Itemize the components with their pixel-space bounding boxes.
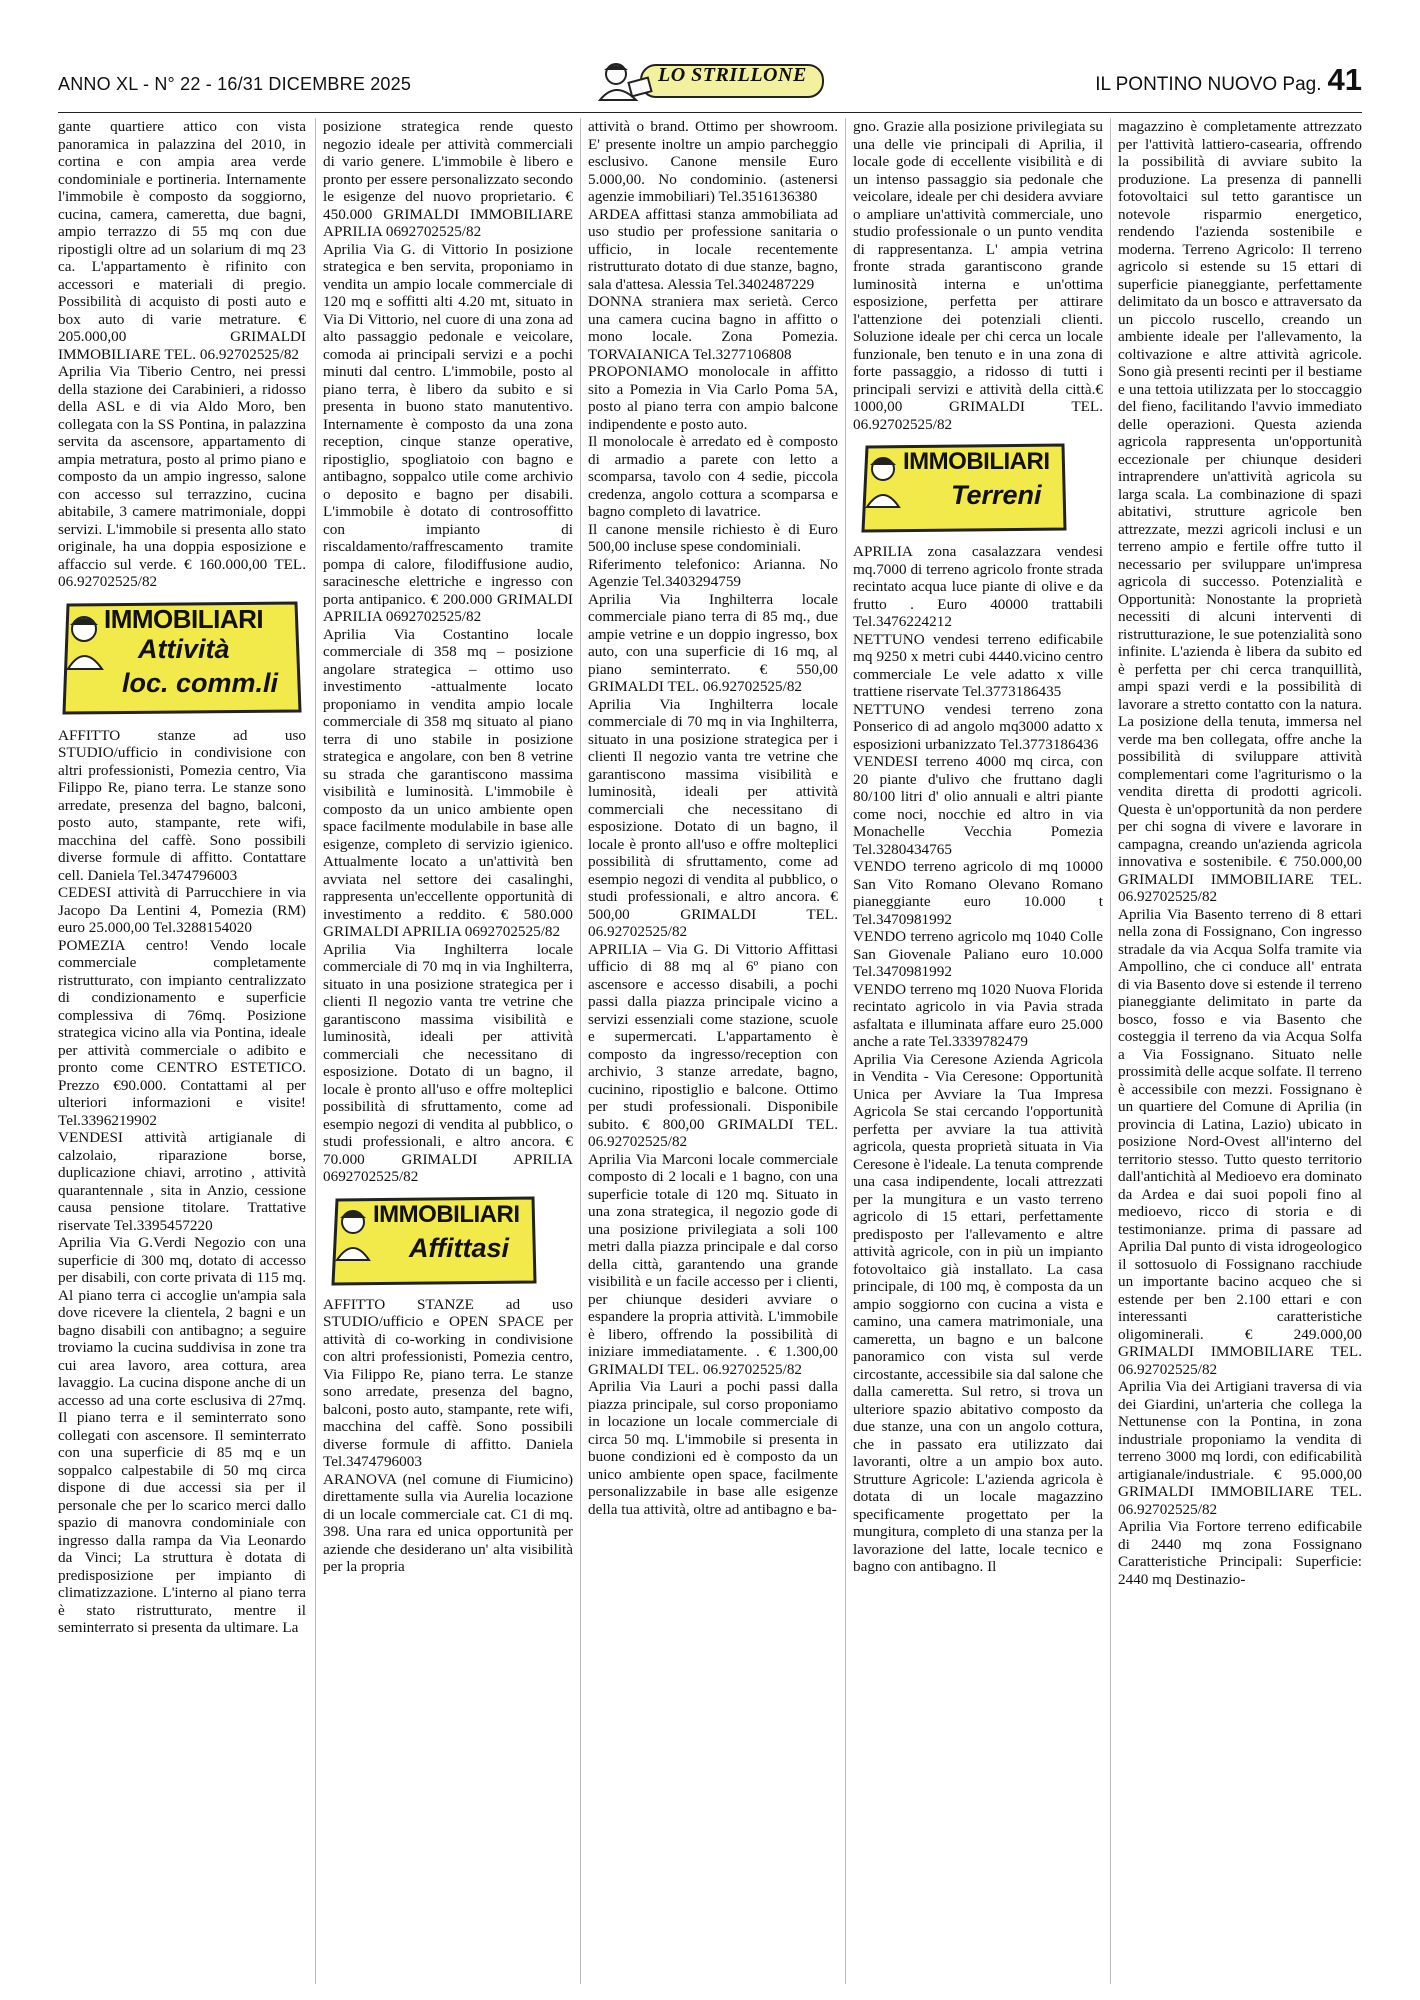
ad-text: Riferimento telefonico: Arianna. No Agenzie Tel.3403294759: [588, 555, 838, 590]
column-divider: [315, 118, 316, 1984]
ad-text: posizione strategica rende questo negozio ideale per attività commerciali di vario genere. L'immobile è libero e pronto per essere personalizzato secondo le esigenze del nuovo proprietario. € 450.000 GRIMALDI IMMOBILIARE APRILIA 0692702525/82: [323, 118, 573, 240]
ad-text: Aprilia Via Fortore terreno edificabile di 2440 mq zona Fossignano Caratteristiche Principali: Superficie: 2440 mq Destinazio-: [1118, 1518, 1362, 1588]
banner-subtitle-2: loc. comm.li: [122, 667, 279, 698]
ad-text: Aprilia Via Marconi locale commerciale composto di 2 locali e 1 bagno, con una superficie totale di 120 mq. Situato in una zona strategica, il negozio gode di una posizione privilegiata a soli 100 metri dalla piazza principale e dal corso della città, garantendo una grande visibilità e un facile accesso per i clienti, per chiunque desideri avviare o espandere la propria attività. L'immobile è libero, offrendo la possibilità di iniziare immediatamente. . € 1.300,00 GRIMALDI TEL. 06.92702525/82: [588, 1150, 838, 1378]
ad-text: POMEZIA centro! Vendo locale commerciale completamente ristrutturato, con impianto centralizzato di condizionamento e superficie complessiva di 76mq. Posizione strategica vicino alla via Pontina, ideale per attività commerciale o adibito e pronto come CENTRO ESTETICO. Prezzo €90.000. Contattami al per ulteriori informazioni e visite! Tel.3396219902: [58, 936, 306, 1129]
ad-text: APRILIA – Via G. Di Vittorio Affittasi ufficio di 88 mq al 6º piano con ascensore e accesso disabili, a pochi passi dalla piazza principale vicino a servizi essenziali come stazione, scuole e supermercati. L'appartamento è composto da ingresso/reception con archivio, 3 stanze arredate, bagno, cucinino, ripostiglio e balcone. Ottimo per studi professionali. Disponibile subito. € 800,00 GRIMALDI TEL. 06.92702525/82: [588, 940, 838, 1150]
ad-text: Aprilia Via dei Artigiani traversa di via dei Giardini, un'arteria che collega la Nettunense con la Pontina, in zona industriale proponiamo la vendita di terreno 3000 mq lordi, con edificabilità artigianale/industriale. € 95.000,00 GRIMALDI IMMOBILIARE TEL. 06.92702525/82: [1118, 1378, 1362, 1518]
ad-text: Aprilia Via Inghilterra locale commerciale piano terra di 85 mq., due ampie vetrine e un doppio ingresso, box auto, con una superficie di 16 mq, al piano seminterrato. € 550,00 GRIMALDI TEL. 06.92702525/82: [588, 590, 838, 695]
column-divider: [1110, 118, 1111, 1984]
ad-text: Aprilia Via G. di Vittorio In posizione strategica e ben servita, proponiamo in vendita un ampio locale commerciale di 120 mq e soffitti alti 4.20 mt, situato in Via Di Vittorio, nel cuore di una zona ad alto passaggio pedonale e veicolare, comoda ai principali servizi e a pochi minuti dal centro. L'immobile, posto al piano terra, è libero da subito e si presenta in buono stato manutentivo. Internamente è composto da una zona reception, cinque stanze operative, ripostiglio, spogliatoio con bagno e antibagno, soppalco utile come archivio o deposito e bagno per disabili. L'immobile è dotato di controsoffitto con impianto di riscaldamento/raffrescamento tramite pompa di calore, filodiffusione audio, saracinesche elettriche e ingresso con porta antipanico. € 200.000 GRIMALDI APRILIA 0692702525/82: [323, 240, 573, 625]
ad-text: Il monolocale è arredato ed è composto di armadio a parete con letto a scomparsa, tavolo con 4 sedie, piccola credenza, angolo cottura a scomparsa e bagno completo di lavatrice.: [588, 433, 838, 520]
ad-text: VENDO terreno agricolo di mq 10000 San Vito Romano Olevano Romano pianeggiante euro 10.000 t Tel.3470981992: [853, 858, 1103, 928]
banner-title: IMMOBILIARI: [903, 448, 1050, 475]
ad-text: Il canone mensile richiesto è di Euro 500,00 incluse spese condominiali.: [588, 520, 838, 555]
banner-subtitle: Terreni: [951, 480, 1042, 510]
ad-text: VENDESI terreno 4000 mq circa, con 20 piante d'ulivo che fruttano dagli 80/100 litri d' olio annuali e altri piante come noci, nocchie ed altro in via Monachelle Vecchia Pomezia Tel.3280434765: [853, 753, 1103, 858]
banner-title: IMMOBILIARI: [373, 1200, 520, 1228]
ad-text: PROPONIAMO monolocale in affitto sito a Pomezia in Via Carlo Poma 5A, posto al piano terra con ampio balcone indipendente e posto auto.: [588, 363, 838, 433]
ad-text: gno. Grazie alla posizione privilegiata su una delle vie principali di Aprilia, il locale gode di eccellente visibilità e di un intenso passaggio sia pedonale che veicolare, ideale per chi desidera avviare o ampliare un'attività commerciale, uno studio professionale o un punto vendita di rappresentanza. L' ampia vetrina fronte strada garantiscono grande luminosità interna e un'ottima esposizione, perfetta per attirare l'attenzione dei potenziali clienti. Soluzione ideale per chi cerca un locale funzionale, ben tenuto e in una zona di forte passaggio, a ridosso di tutti i principali servizi e attività della città.€ 1000,00 GRIMALDI TEL. 06.92702525/82: [853, 118, 1103, 433]
column-1: [58, 118, 306, 1984]
ad-text: DONNA straniera max serietà. Cerco una camera cucina bagno in affitto o mono locale. Zona Pomezia. TORVAIANICA Tel.3277106808: [588, 293, 838, 363]
section-banner-affittasi: [329, 1194, 539, 1286]
ad-text: magazzino è completamente attrezzato per l'attività lattiero-casearia, offrendo la possibilità di avviare subito la produzione. La presenza di pannelli fotovoltaici sul tetto garantisce un notevole risparmio energetico, rendendo l'azienda sostenibile e moderna. Terreno Agricolo: Il terreno agricolo si estende su 15 ettari di superficie pianeggiante, perfettamente delimitato da un bosco e attraversato da un piccolo ruscello, creando un ambiente ideale per l'allevamento, la coltivazione e altre attività agricole. Sono già presenti recinti per il bestiame e una tettoia utilizzata per lo stoccaggio del fieno, facilitando l'avvio immediato delle operazioni. Questa azienda agricola rappresenta un'opportunità eccezionale per chiunque desideri intraprendere un'attività agricola su larga scala. La combinazione di spazi abitativi, strutture agricole ben attrezzate, mezzi agricoli inclusi e un terreno ampio e fertile offre tutto il necessario per sviluppare un'impresa agricola di successo. Potenzialità e Opportunità: Nonostante la proprietà necessiti di alcuni interventi di ristrutturazione, le sue potenzialità sono infinite. L'azienda è libera da subito ed è perfetta per chi cerca tranquillità, ampi spazi verdi e la possibilità di lavorare a stretto contatto con la natura. La posizione della tenuta, immersa nel verde ma ben collegata, offre anche la possibilità di sviluppare attività complementari come l'agriturismo o la vendita diretta di prodotti agricoli. Questa è un'opportunità da non perdere per chi sogna di vivere e lavorare in campagna, creando un'azienda agricola innovativa e sostenibile. € 750.000,00 GRIMALDI IMMOBILIARE TEL. 06.92702525/82: [1118, 118, 1362, 905]
page-number: 41: [1327, 62, 1362, 97]
ad-text: attività o brand. Ottimo per showroom. E' presente inoltre un ampio parcheggio esclusivo. Canone mensile Euro 5.000,00. No condominio. (astenersi agenzie immobiliari) Tel.3516136380: [588, 118, 838, 205]
section-banner-terreni: [859, 441, 1069, 533]
banner-subtitle: Attività: [138, 633, 230, 664]
ad-text: Aprilia Via Lauri a pochi passi dalla piazza principale, sul corso proponiamo in locazione un locale commerciale di circa 50 mq. L'immobile si presenta in buone condizioni ed è composto da un unico ambiente open space, facilmente personalizzabile in base alle esigenze della tua attività, oltre ad antibagno e ba-: [588, 1378, 838, 1518]
section-banner-attivita: [58, 599, 306, 717]
ad-text: Aprilia Via Ceresone Azienda Agricola in Vendita - Via Ceresone: Opportunità Unica per Avviare la Tua Impresa Agricola Se stai cercando l'opportunità perfetta per avviare la tua attività agricola, questa proprietà situata in Via Ceresone è l'ideale. La tenuta comprende una casa indipendente, locali attrezzati per la mungitura e un vasto terreno agricolo di 15 ettari, perfettamente predisposto per l'allevamento e altre attività agricole, con in più un impianto fotovoltaico già installato. La casa principale, di 100 mq, è composta da un ampio soggiorno con cucina a vista e camino, una camera matrimoniale, una cameretta, un bagno e un balcone panoramico con vista sul verde circostante, accessibile sia dal salone che dalla cameretta. Sul retro, si trova un ulteriore spazio abitativo composto da due stanze, una con un angolo cottura, che in passato era utilizzato dai lavoranti, oltre a un ampio box auto. Strutture Agricole: L'azienda agricola è dotata di un locale magazzino specificamente progettato per la mungitura, completo di una stanza per la lavorazione del latte, locale tecnico e bagno con antibagno. Il: [853, 1050, 1103, 1575]
column-5: [1118, 118, 1362, 1984]
publication-name: IL PONTINO NUOVO Pag.: [1095, 74, 1322, 95]
ad-text: AFFITTO stanze ad uso STUDIO/ufficio in condivisione con altri professionisti, Pomezia centro, Via Filippo Re, piano terra. Le stanze sono arredate, presenza del bagno, balconi, posto auto, stampante, rete wifi, macchina del caffè. Sono possibili diverse formule di affitto. Contattare cell. Daniela Tel.3474796003: [58, 726, 306, 884]
column-3: [588, 118, 838, 1984]
issue-info: ANNO XL - N° 22 - 16/31 DICEMBRE 2025: [58, 74, 412, 94]
page-header: [58, 60, 1362, 113]
column-divider: [845, 118, 846, 1984]
logo-text: LO STRILLONE: [658, 64, 807, 86]
ad-text: VENDO terreno agricolo mq 1040 Colle San Giovenale Paliano euro 10.000 Tel.3470981992: [853, 928, 1103, 980]
column-divider: [580, 118, 581, 1984]
publication-info: [1095, 62, 1362, 98]
banner-title: IMMOBILIARI: [104, 603, 264, 634]
columns: [58, 118, 1362, 1984]
ad-text: APRILIA zona casalazzara vendesi mq.7000 di terreno agricolo fronte strada recintato acqua luce piante di olive e da frutto . Euro 40000 trattabili Tel.3476224212: [853, 543, 1103, 630]
ad-text: Aprilia Via G.Verdi Negozio con una superficie di 300 mq, dotato di accesso per disabili, con corte privata di 115 mq. Al piano terra ci accoglie un'ampia sala dove ricevere la clientela, 2 bagni e un bagno disabili con antibagno; a seguire troviamo la cucina suddivisa in zone tra cui area lavoro, area cottura, area lavaggio. La cucina dispone anche di un accesso ad una corte esclusiva di 27mq. Il piano terra e il seminterrato sono collegati con ascensore. Il seminterrato con una superficie di 85 mq e un soppalco calpestabile di 50 mq circa dispone di due accessi sia per il personale che per lo scarico merci dallo spazio di manovra condominiale con ingresso dalla rampa da Via Leonardo da Vinci; La struttura è dotata di predisposizione per impianto di climatizzazione. L'interno al piano terra è stato ristrutturato, mentre il seminterrato si presenta da ultimare. La: [58, 1234, 306, 1636]
ad-text: gante quartiere attico con vista panoramica in palazzina del 2010, in cortina e con ampia area verde condominiale e portineria. Internamente l'immobile è composto da soggiorno, cucina, camera, cameretta, due bagni, ampio terrazzo di 55 mq con due ripostigli oltre ad un solarium di mq 23 ca. L'appartamento è rifinito con accessori e materiali di pregio. Possibilità di acquisto di posti auto e box auto di varie metrature. € 205.000,00 GRIMALDI IMMOBILIARE TEL. 06.92702525/82: [58, 118, 306, 363]
newsboy-mascot-icon: [586, 60, 656, 104]
ad-text: ARDEA affittasi stanza ammobiliata ad uso studio per professione sanitaria o ufficio, in locale recentemente ristrutturato dotato di due stanze, bagno, sala d'attesa. Alessia Tel.3402487229: [588, 205, 838, 293]
masthead-logo: [586, 60, 826, 104]
ad-text: AFFITTO STANZE ad uso STUDIO/ufficio e OPEN SPACE per attività di co-working in condivisione con altri professionisti, Pomezia centro, Via Filippo Re, piano terra. Le stanze sono arredate, presenza del bagno, balconi, posto auto, stampante, rete wifi, macchina del caffè. Sono possibili diverse formule di affitto. Daniela Tel.3474796003: [323, 1295, 573, 1470]
ad-text: CEDESI attività di Parrucchiere in via Jacopo Da Lentini 4, Pomezia (RM) euro 25.000,00 Tel.3288154020: [58, 884, 306, 936]
ad-text: ARANOVA (nel comune di Fiumicino) direttamente sulla via Aurelia locazione di un locale commerciale cat. C1 di mq. 398. Una rara ed unica opportunità per aziende che desiderano un' alta visibilità per la propria: [323, 1470, 573, 1575]
ad-text: VENDO terreno mq 1020 Nuova Florida recintato agricolo in via Pavia strada asfaltata e illuminata affare euro 25.000 anche a rate Tel.3339782479: [853, 980, 1103, 1050]
column-4: [853, 118, 1103, 1984]
ad-text: Aprilia Via Inghilterra locale commerciale di 70 mq in via Inghilterra, situato in una posizione strategica per i clienti Il negozio vanta tre vetrine che garantiscono massima visibilità e luminosità, ideali per attività commerciali che necessitano di esposizione. Dotato di un bagno, il locale è pronto all'uso e offre molteplici possibilità di sfruttamento, come ad esempio negozi di vendita al pubblico, o studi professionali, e altro ancora. € 500,00 GRIMALDI TEL. 06.92702525/82: [588, 695, 838, 940]
ad-text: Aprilia Via Costantino locale commerciale di 358 mq – posizione angolare strategica – ottimo uso investimento -attualmente locato proponiamo in vendita ampio locale commerciale di 358 mq situato al piano terra di uno stabile in posizione strategica e angolare, con ben 8 vetrine su strada che garantiscono massima visibilità e luminosità. L'immobile è composto da un unico ambiente open space facilmente modulabile in base alle esigenze, completo di servizio igienico. Attualmente locato a un'attività ben avviata nel settore dei casalinghi, rappresenta un'eccellente opportunità di investimento a reddito. € 580.000 GRIMALDI APRILIA 0692702525/82: [323, 625, 573, 940]
ad-text: NETTUNO vendesi terreno edificabile mq 9250 x metri cubi 4440.vicino centro commerciale Le vele adatto x ville trattiene riservate Tel.3773186435: [853, 630, 1103, 700]
column-2: [323, 118, 573, 1984]
ad-text: VENDESI attività artigianale di calzolaio, riparazione borse, duplicazione chiavi, arrotino , attività quarantennale , sita in Anzio, cessione causa pensione titolare. Trattative riservate Tel.3395457220: [58, 1129, 306, 1234]
ad-text: NETTUNO vendesi terreno zona Ponserico di ad angolo mq3000 adatto x esposizioni urbanizzato Tel.3773186436: [853, 700, 1103, 753]
banner-subtitle: Affittasi: [409, 1232, 510, 1263]
ad-text: Aprilia Via Basento terreno di 8 ettari nella zona di Fossignano, Con ingresso stradale da via Acqua Solfa tramite via Ampollino, che ci conduce all' entrata di via Basento dove si estende il terreno pianeggiante delimitato in parte da bosco, fosso e via Basento che costeggia il terreno da via Acqua Solfa a Via Fossignano. Situato nelle prossimità delle acque solfate. Il terreno è accessibile con mezzi. Fossignano è un quartiere del Comune di Aprilia (in provincia di Latina, Lazio) ubicato in posizione Nord-Ovest all'interno del territorio stesso. Tutto questo territorio dall'antichità al Medioevo era dominato da Ardea e dai suoi popoli fino al medioevo, ricco di storia e di testimonianze. prima di passare ad Aprilia Dal punto di vista idrogeologico il sottosuolo di Fossignano racchiude un importante bacino acqueo che si estende per ben 2.100 ettari e con interessanti caratteristiche oligominerali. € 249.000,00 GRIMALDI IMMOBILIARE TEL. 06.92702525/82: [1118, 905, 1362, 1378]
ad-text: Aprilia Via Tiberio Centro, nei pressi della stazione dei Carabinieri, a ridosso della ASL e di via Aldo Moro, ben collegata con la SS Pontina, in palazzina servita da ascensore, appartamento di ampia metratura, posto al primo piano e composto da un ampio ingresso, salone con accesso sul terrazzino, cucina abitabile, 3 camere matrimoniale, doppi servizi. L'immobile si presenta allo stato originale, ha una doppia esposizione e affaccio sul verde. € 160.000,00 TEL. 06.92702525/82: [58, 363, 306, 590]
ad-text: Aprilia Via Inghilterra locale commerciale di 70 mq in via Inghilterra, situato in una posizione strategica per i clienti Il negozio vanta tre vetrine che garantiscono massima visibilità e luminosità, ideali per attività commerciali che necessitano di esposizione. Dotato di un bagno, il locale è pronto all'uso e offre molteplici possibilità di sfruttamento, come ad esempio negozi di vendita al pubblico, o studi professionali, e altro ancora. € 70.000 GRIMALDI APRILIA 0692702525/82: [323, 940, 573, 1185]
